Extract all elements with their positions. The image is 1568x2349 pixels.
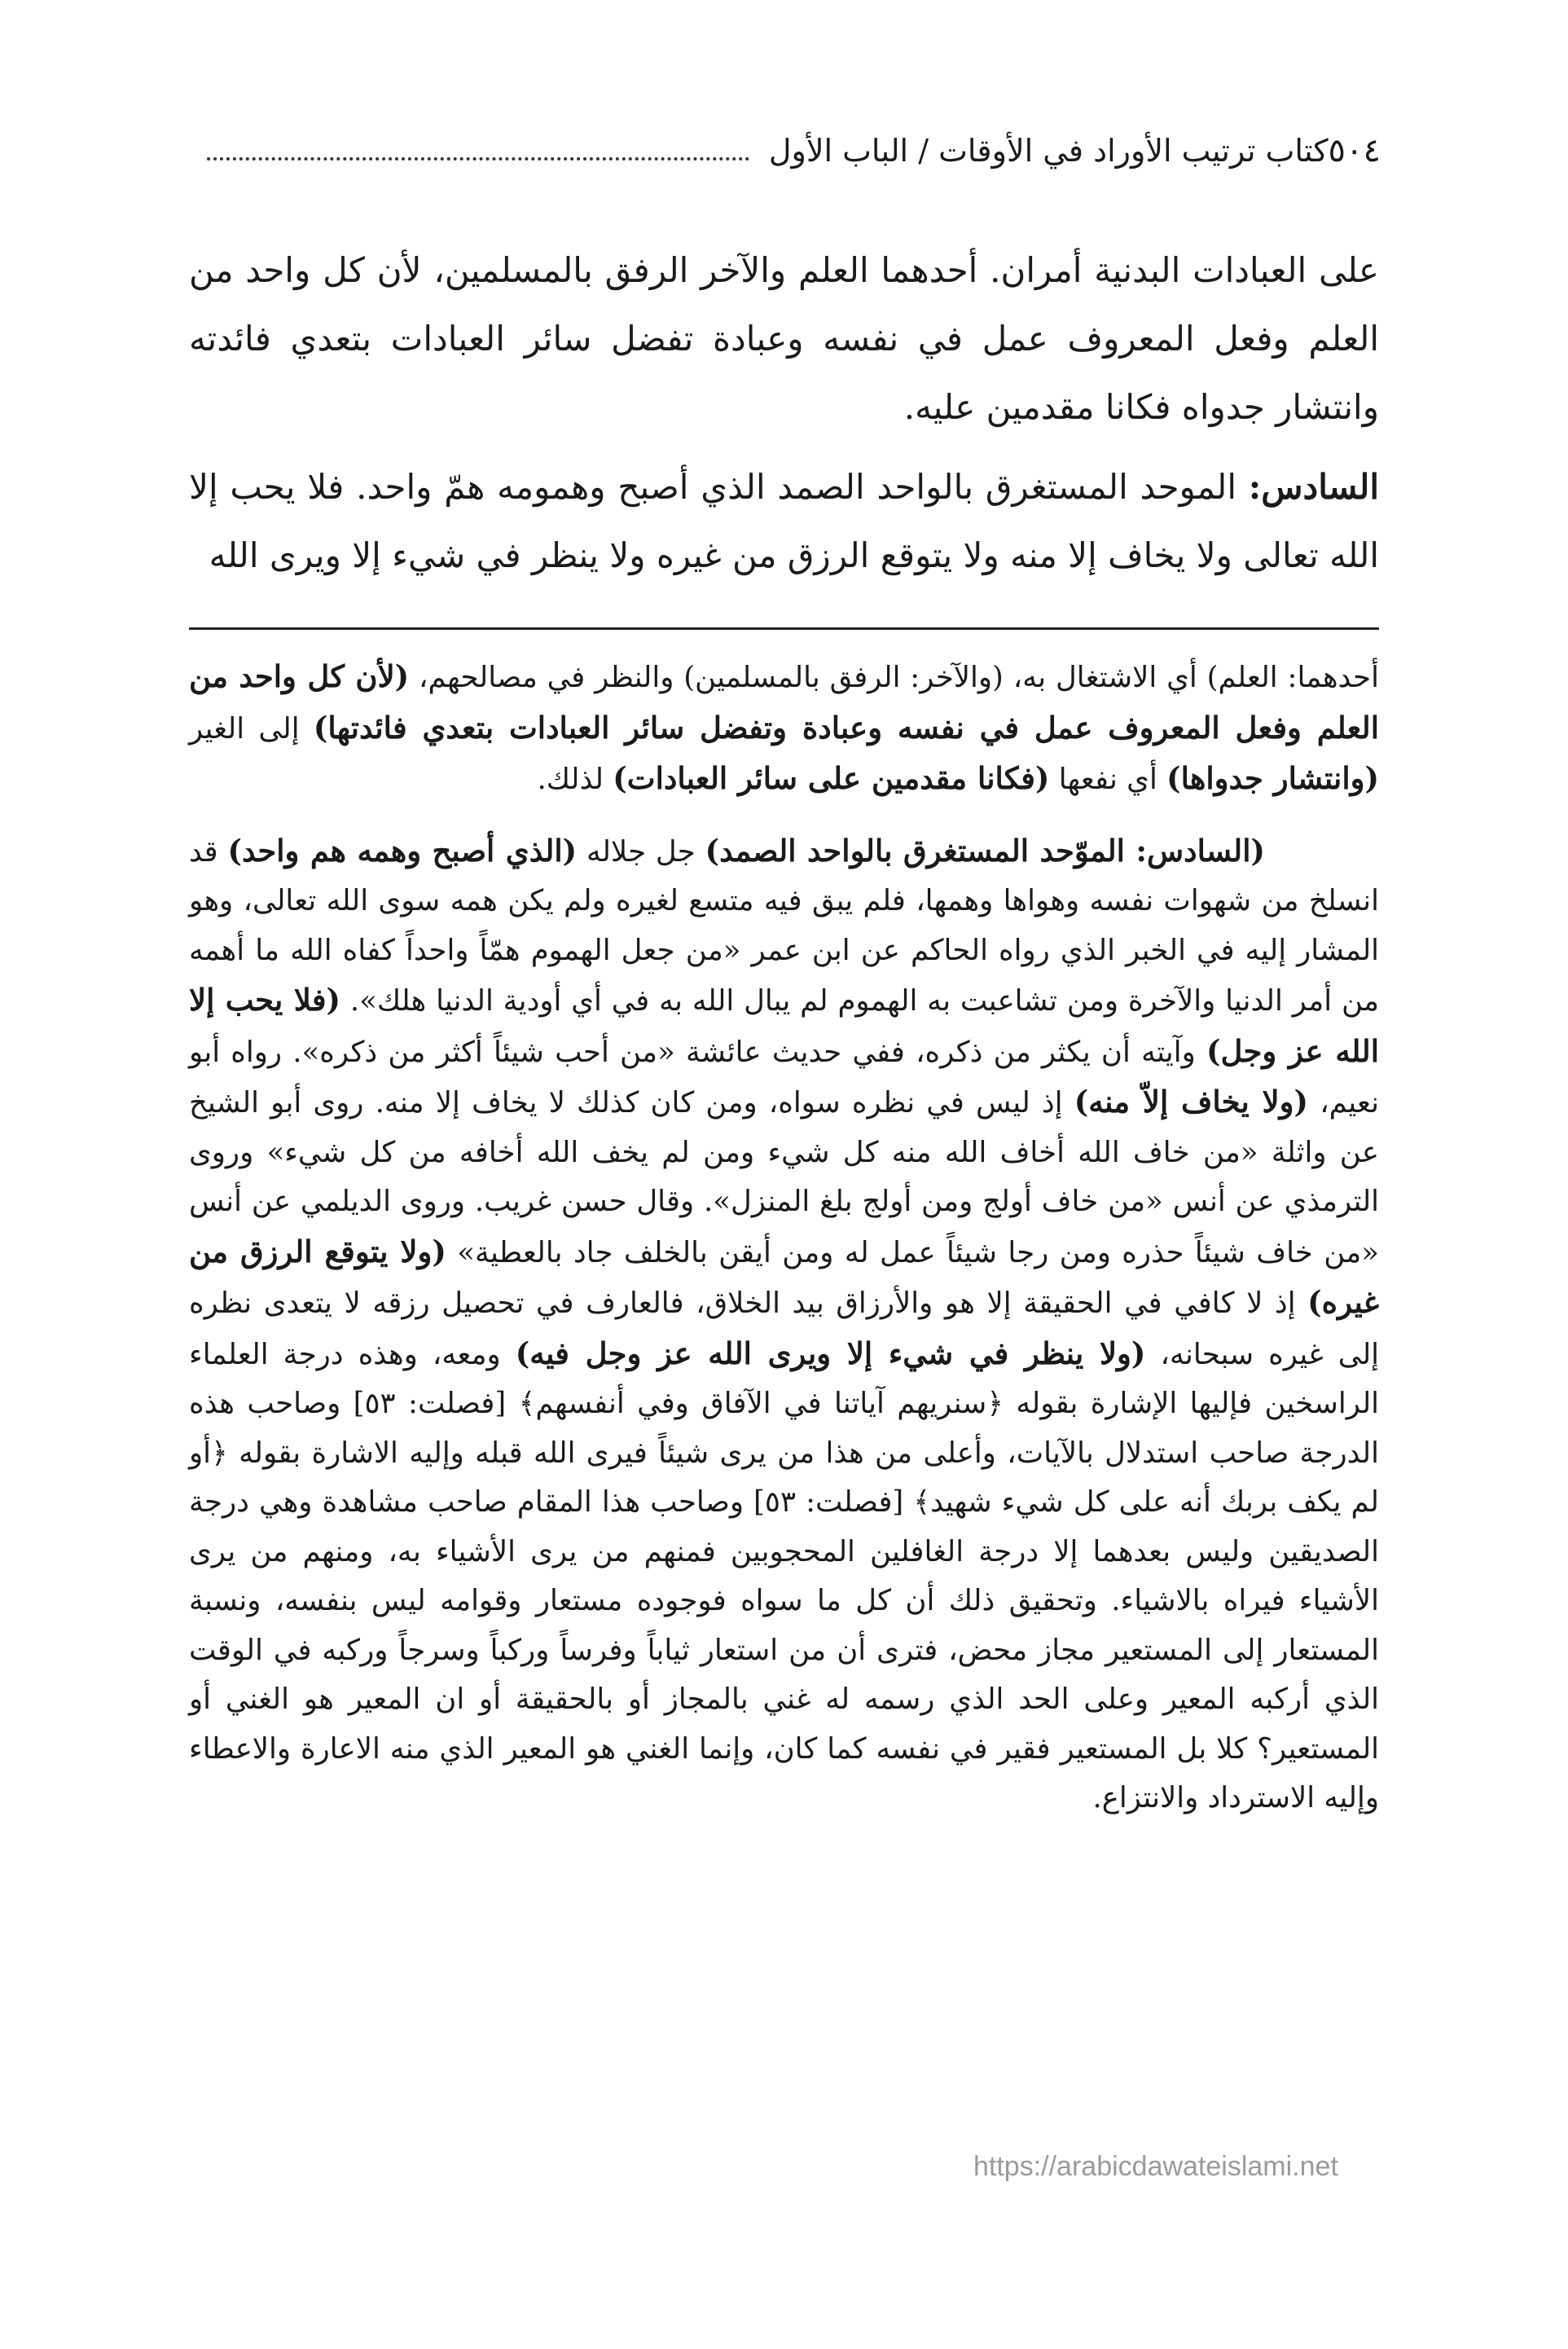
main-text: [189, 236, 1379, 590]
commentary-quote-segment: (الذي أصبح وهمه هم واحد): [227, 832, 578, 869]
commentary-text-segment: قد انسلخ من شهوات نفسه وهواها وهمها، فلم يبق فيه متسع لغيره ولم يكن همه سوى الله تعالى، وهو المشار إليه في الخبر الذي رواه الحاكم عن ابن عمر «من جعل الهموم همّاً واحداً كفاه الله ما أهمه من أمر الدنيا والآخرة ومن تشاعبت به الهموم لم يبال الله به في أي أودية الدنيا هلك».: [189, 834, 1379, 1018]
section-label-sixth: السادس:: [1248, 467, 1379, 507]
main-paragraph-2-text: الموحد المستغرق بالواحد الصمد الذي أصبح وهمومه همّ واحد. فلا يحب إلا الله تعالى ولا يخاف إلا منه ولا يتوقع الرزق من غيره ولا ينظر في شيء إلا ويرى الله: [189, 467, 1379, 575]
commentary-text: [189, 652, 1379, 1823]
main-paragraph-2: [189, 453, 1379, 590]
commentary-text-segment: إذ ليس في نظره سواه، ومن كان كذلك لا يخاف إلا منه. روى أبو الشيخ عن واثلة «من خاف الله أخاف الله منه كل شيء ومن لم يخف الله أخافه من كل شيء» وروى الترمذي عن أنس «من خاف أولج ومن أولج بلغ المنزل». وقال حسن غريب. وروى الديلمي عن أنس «من خاف شيئاً حذره ومن رجا شيئاً عمل له ومن أيقن بالخلف جاد بالعطية»: [189, 1086, 1379, 1269]
running-header: [187, 122, 1381, 179]
commentary-quote-segment: (لأن كل واحد من العلم وفعل المعروف عمل في نفسه وعبادة وتفضل سائر العبادات بتعدي فائدتها): [189, 658, 1379, 746]
commentary-text-segment: أحدهما: العلم) أي الاشتغال به، (والآخر: الرفق بالمسلمين) والنظر في مصالحهم،: [409, 661, 1379, 694]
chapter-title: كتاب ترتيب الأوراد في الأوقات / الباب الأول: [768, 133, 1329, 169]
commentary-quote-segment: (ولا ينظر في شيء إلا ويرى الله عز وجل فيه): [515, 1335, 1146, 1371]
watermark: https://arabicdawateislami.net: [973, 2151, 1338, 2182]
commentary-text-segment: أي نفعها: [1049, 763, 1167, 796]
commentary-paragraph-2: [189, 826, 1379, 1823]
commentary-text-segment: وآيته أن يكثر من ذكره، ففي حديث عائشة «من أحب شيئاً أكثر من ذكره». رواه أبو نعيم،: [189, 1035, 1379, 1120]
commentary-quote-segment: (السادس: الموّحد المستغرق بالواحد الصمد): [705, 832, 1265, 869]
footnote-divider: [189, 627, 1379, 630]
commentary-text-segment: إلى الغير: [189, 711, 314, 746]
commentary-text-segment: لذلك.: [537, 763, 613, 796]
commentary-quote-segment: (ولا يتوقع الرزق من غيره): [189, 1233, 1379, 1320]
commentary-quote-segment: (فلا يحب إلا الله عز وجل): [189, 982, 1379, 1069]
commentary-text-segment: ومعه، وهذه درجة العلماء الراسخين فإليها الإشارة بقوله ﴿سنريهم آياتنا في الآفاق وفي أنفسهم﴾ [فصلت: ٥٣] وصاحب هذه الدرجة صاحب استدلال بالآيات، وأعلى من هذا من يرى شيئاً فيرى الله قبله وإليه الاشارة بقوله ﴿أو لم يكف بربك أنه على كل شيء شهيد﴾ [فصلت: ٥٣] وصاحب هذا المقام صاحب مشاهدة وهي درجة الصديقين وليس بعدهما إلا درجة الغافلين المحجوبين فمنهم من يرى الأشياء به، ومنهم من يرى الأشياء فيراه بالاشياء. وتحقيق ذلك أن كل ما سواه فوجوده مستعار وقوامه ليس بنفسه، ونسبة المستعار إلى المستعير مجاز محض، فترى أن من استعار ثياباً وفرساً وركباً وسرجاً وركبه في الوقت الذي أركبه المعير وعلى الحد الذي رسمه له غني بالمجاز أو بالحقيقة أو ان المعير هو الغني أو المستعير؟ كلا بل المستعير فقير في نفسه كما كان، وإنما الغني هو المعير الذي منه الاعارة والاعطاء وإليه الاسترداد والانتزاع.: [189, 1337, 1380, 1815]
commentary-text-segment: جل جلاله: [577, 834, 705, 869]
commentary-quote-segment: (ولا يخاف إلاّ منه): [1074, 1084, 1309, 1120]
commentary-text-segment: إذ لا كافي في الحقيقة إلا هو والأرزاق بيد الخلاق، فالعارف في تحصيل رزقه لا يتعدى نظره إلى غيره سبحانه،: [189, 1287, 1380, 1371]
page-number: ٥٠٤: [1328, 132, 1381, 169]
header-dot-leader: [207, 157, 749, 161]
commentary-quote-segment: (فكانا مقدمين على سائر العبادات): [613, 760, 1050, 796]
commentary-paragraph-1: [189, 652, 1379, 805]
commentary-quote-segment: (وانتشار جدواها): [1166, 760, 1379, 796]
main-paragraph-1: على العبادات البدنية أمران. أحدهما العلم والآخر الرفق بالمسلمين، لأن كل واحد من العلم وفعل المعروف عمل في نفسه وعبادة تفضل سائر العبادات بتعدي فائدته وانتشار جدواه فكانا مقدمين عليه.: [189, 250, 1379, 427]
